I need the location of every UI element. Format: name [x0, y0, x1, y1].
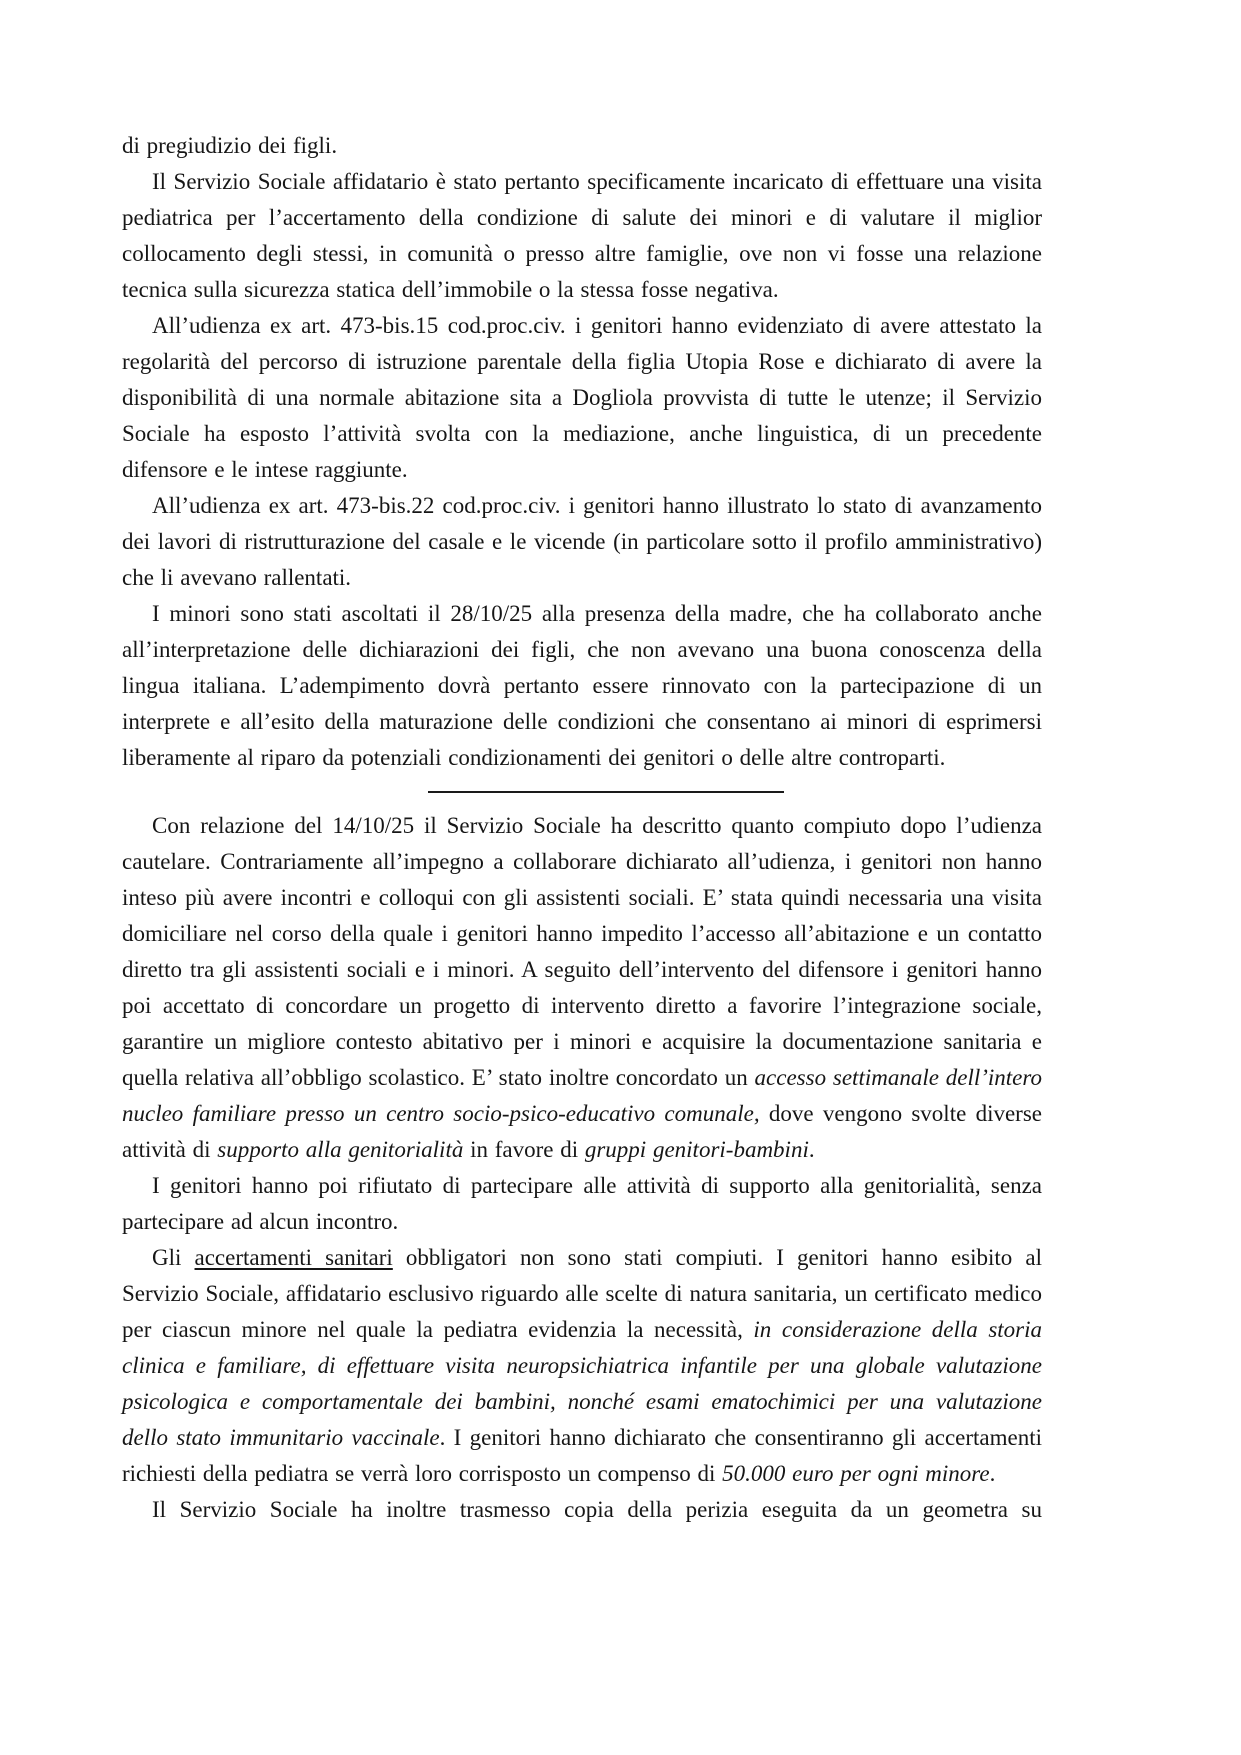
text-run: . [808, 1137, 815, 1162]
text-run: obbligatori non sono stati compiuti. I genitori hanno esibito al Servizio Sociale, affidatario esclusivo riguardo alle scelte di natura sanitaria, un certificato medico per ciascun minore nel quale la pediatra evidenzia la necessità, [122, 1245, 1043, 1342]
text-run-underline: accertamenti sanitari [194, 1245, 393, 1270]
paragraph-continuation [122, 128, 1042, 164]
text-run-italic: 50.000 euro per ogni minore [722, 1461, 990, 1486]
text-run: Con relazione del 14/10/25 il Servizio Sociale ha descritto quanto compiuto dopo l’udienza cautelare. Contrariamente all’impegno a collaborare dichiarato all’udienza, i genitori non hanno inteso più avere incontri e colloqui con gli assistenti sociali. E’ stata quindi necessaria una visita domiciliare nel corso della quale i genitori hanno impedito l’accesso all’abitazione e un contatto diretto tra gli assistenti sociali e i minori. A seguito dell’intervento del difensore i genitori hanno poi accettato di concordare un progetto di intervento diretto a favorire l’integrazione sociale, garantire un migliore contesto abitativo per i minori e acquisire la documentazione sanitaria e quella relativa all’obbligo scolastico. E’ stato inoltre concordato un [122, 813, 1042, 1090]
text-run: in favore di [463, 1137, 585, 1162]
text-run: I minori sono stati ascoltati il 28/10/25 alla presenza della madre, che ha collaborato anche all’interpretazione delle dichiarazioni dei figli, che non avevano una buona conoscenza della lingua italiana. L’adempimento dovrà pertanto essere rinnovato con la partecipazione di un interprete e all’esito della maturazione delle condizioni che consentano ai minori di esprimersi liberamente al riparo da potenziali condizionamenti dei genitori o delle altre controparti. [122, 601, 1042, 770]
text-run: dove vengono svolte diverse attività di [122, 1101, 1042, 1162]
paragraph-accertamenti-sanitari [122, 1240, 1042, 1492]
text-run: . I genitori hanno dichiarato che consentiranno gli accertamenti richiesti della pediatra se verrà loro corrisposto un compenso di [122, 1425, 1042, 1486]
text-run: . [989, 1461, 996, 1486]
text-run: Il Servizio Sociale affidatario è stato pertanto specificamente incaricato di effettuare una visita pediatrica per l’accertamento della condizione di salute dei minori e di valutare il miglior collocamento degli stessi, in comunità o presso altre famiglie, ove non vi fosse una relazione tecnica sulla sicurezza statica dell’immobile o la stessa fosse negativa. [122, 169, 1042, 302]
text-run-italic: gruppi genitori-bambini [584, 1137, 809, 1162]
text-run: Gli [152, 1245, 195, 1270]
paragraph-perizia-geometra [122, 1492, 1042, 1528]
paragraph-relazione-servizio-sociale [122, 808, 1042, 1168]
paragraph-udienza-473-bis-22 [122, 488, 1042, 596]
text-run: All’udienza ex art. 473-bis.15 cod.proc.civ. i genitori hanno evidenziato di avere attestato la regolarità del percorso di istruzione parentale della figlia Utopia Rose e dichiarato di avere la disponibilità di una normale abitazione sita a Dogliola provvista di tutte le utenze; il Servizio Sociale ha esposto l’attività svolta con la mediazione, anche linguistica, di un precedente difensore e le intese raggiunte. [122, 313, 1042, 482]
text-run-italic: supporto alla genitorialità [217, 1137, 464, 1162]
section-separator [428, 791, 784, 793]
paragraph-rifiuto-attivita [122, 1168, 1042, 1240]
text-run: di pregiudizio dei figli. [122, 133, 338, 158]
paragraph-servizio-incaricato [122, 164, 1042, 308]
text-run-italic: accesso settimanale dell’intero nucleo familiare presso un centro socio-psico-educativo comunale, [122, 1065, 1042, 1126]
text-run-italic: in considerazione della storia clinica e familiare, di effettuare visita neuropsichiatrica infantile per una globale valutazione psicologica e comportamentale dei bambini, nonché esami ematochimici per una valutazione dello stato immunitario vaccinale [122, 1317, 1043, 1450]
text-run: All’udienza ex art. 473-bis.22 cod.proc.civ. i genitori hanno illustrato lo stato di avanzamento dei lavori di ristrutturazione del casale e le vicende (in particolare sotto il profilo amministrativo) che li avevano rallentati. [122, 493, 1042, 590]
text-run: I genitori hanno poi rifiutato di partecipare alle attività di supporto alla genitorialità, senza partecipare ad alcun incontro. [122, 1173, 1042, 1234]
paragraph-udienza-473-bis-15 [122, 308, 1042, 488]
paragraph-ascolto-minori [122, 596, 1042, 776]
text-run: Il Servizio Sociale ha inoltre trasmesso copia della perizia eseguita da un geometra su [152, 1497, 1042, 1522]
